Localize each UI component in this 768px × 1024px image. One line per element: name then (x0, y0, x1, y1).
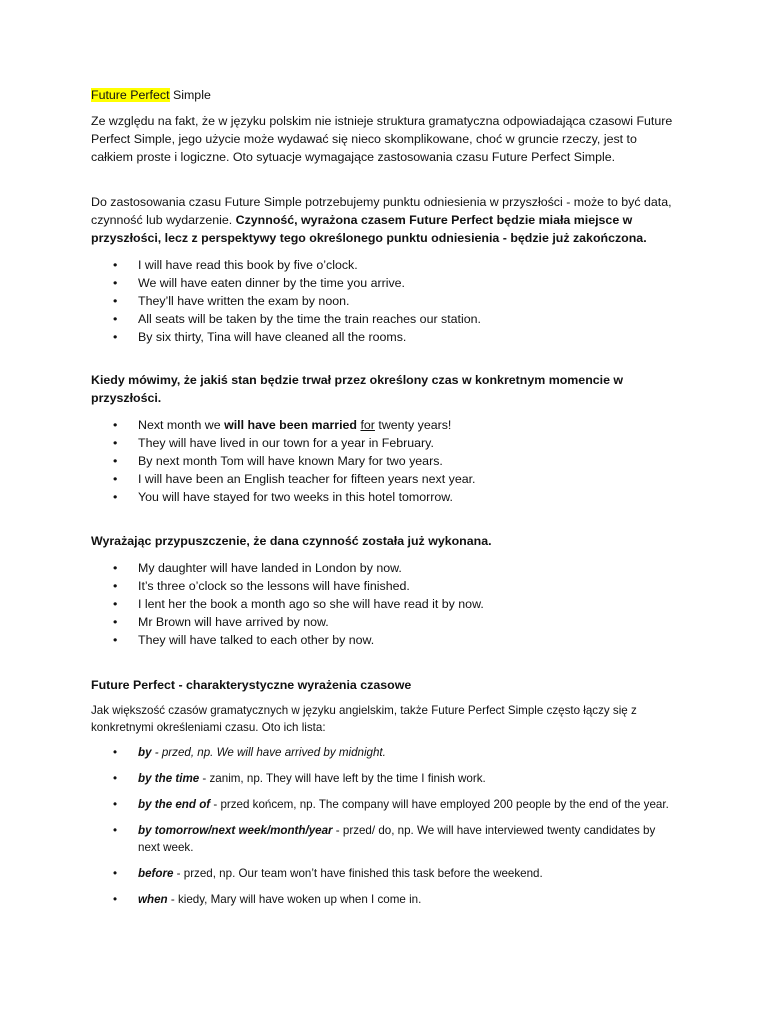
examples-list-duration (91, 416, 691, 506)
list-item: • We will have eaten dinner by the time you arrive. (91, 274, 691, 292)
list-item-text: twenty years! (374, 418, 452, 432)
list-item-underlined: for (360, 418, 375, 432)
list-item: • I will have read this book by five o’clock. (91, 256, 691, 274)
expression-example: They will have left by the time I finish work. (266, 772, 486, 785)
expression-example: Our team won’t have finished this task before the weekend. (238, 867, 543, 880)
title-highlight: Future Perfect (91, 88, 170, 102)
expression-sep: - przed, np. (151, 746, 217, 759)
list-item: • They will have talked to each other by now. (91, 631, 691, 649)
expression-item (91, 796, 691, 813)
section-heading-assumption: Wyrażając przypuszczenie, że dana czynność została już wykonana. (91, 534, 492, 548)
list-item (91, 416, 691, 434)
expression-item (91, 770, 691, 787)
list-item-bold: will have been married (224, 418, 358, 432)
expression-sep: - zanim, np. (199, 772, 267, 785)
section-heading-expressions: Future Perfect - charakterystyczne wyrażenia czasowe (91, 678, 412, 692)
definition-paragraph (91, 193, 681, 247)
expression-item (91, 865, 691, 882)
expression-sep: - przed końcem, np. (210, 798, 319, 811)
examples-list-assumption (91, 559, 691, 649)
expression-term: by the end of (138, 798, 211, 811)
expression-term: when (138, 893, 168, 906)
list-item: • You will have stayed for two weeks in this hotel tomorrow. (91, 488, 691, 506)
expression-example: Mary will have woken up when I come in. (210, 893, 422, 906)
expression-term: by (138, 746, 152, 759)
expression-example: We will have arrived by midnight. (216, 746, 386, 759)
expression-item (91, 891, 691, 908)
expression-example: We will have interviewed twenty candidates by next week. (138, 824, 656, 854)
expression-example: The company will have employed 200 people by the end of the year. (318, 798, 669, 811)
expressions-intro: Jak większość czasów gramatycznych w języku angielskim, także Future Perfect Simple często łączy się z konkretnymi określeniami czasu. Oto ich lista: (91, 704, 637, 734)
definition-bold: Czynność, wyrażona czasem Future Perfect będzie miała miejsce w przyszłości, lecz z perspektywy tego określonego punktu odniesienia - będzie już zakończona. (91, 213, 647, 245)
list-item: • By six thirty, Tina will have cleaned all the rooms. (91, 328, 691, 346)
expression-sep: - kiedy, (167, 893, 211, 906)
expression-item (91, 822, 678, 856)
list-item: • My daughter will have landed in London by now. (91, 559, 691, 577)
expression-item (91, 744, 691, 761)
list-item: • They will have lived in our town for a year in February. (91, 434, 691, 452)
list-item: • All seats will be taken by the time the train reaches our station. (91, 310, 691, 328)
title-rest: Simple (169, 88, 211, 102)
definition-normal: Do zastosowania czasu Future Simple potrzebujemy punktu odniesienia w przyszłości - może to być data, czynność lub wydarzenie. (91, 195, 672, 227)
intro-paragraph: Ze względu na fakt, że w języku polskim nie istnieje struktura gramatyczna odpowiadająca czasowi Future Perfect Simple, jego użycie może wydawać się nieco skomplikowane, choć w gruncie rzeczy, jest to całkiem proste i logiczne. Oto sytuacje wymagające zastosowania czasu Future Perfect Simple. (91, 114, 673, 164)
list-item: • They’ll have written the exam by noon. (91, 292, 691, 310)
list-item: • Mr Brown will have arrived by now. (91, 613, 691, 631)
expressions-list (91, 744, 691, 917)
list-item: • I will have been an English teacher for fifteen years next year. (91, 470, 691, 488)
expression-term: by tomorrow/next week/month/year (138, 824, 333, 837)
expression-sep: - przed/ do, np. (332, 824, 418, 837)
expression-term: before (138, 867, 174, 880)
expression-term: by the time (138, 772, 200, 785)
list-item: • By next month Tom will have known Mary for two years. (91, 452, 691, 470)
list-item-text: Next month we (138, 418, 225, 432)
document-title (91, 86, 681, 104)
section-heading-duration: Kiedy mówimy, że jakiś stan będzie trwał przez określony czas w konkretnym momencie w przyszłości. (91, 373, 624, 405)
examples-list-completed (91, 256, 691, 346)
list-item: • I lent her the book a month ago so she will have read it by now. (91, 595, 691, 613)
expression-sep: - przed, np. (173, 867, 239, 880)
list-item: • It’s three o’clock so the lessons will have finished. (91, 577, 691, 595)
